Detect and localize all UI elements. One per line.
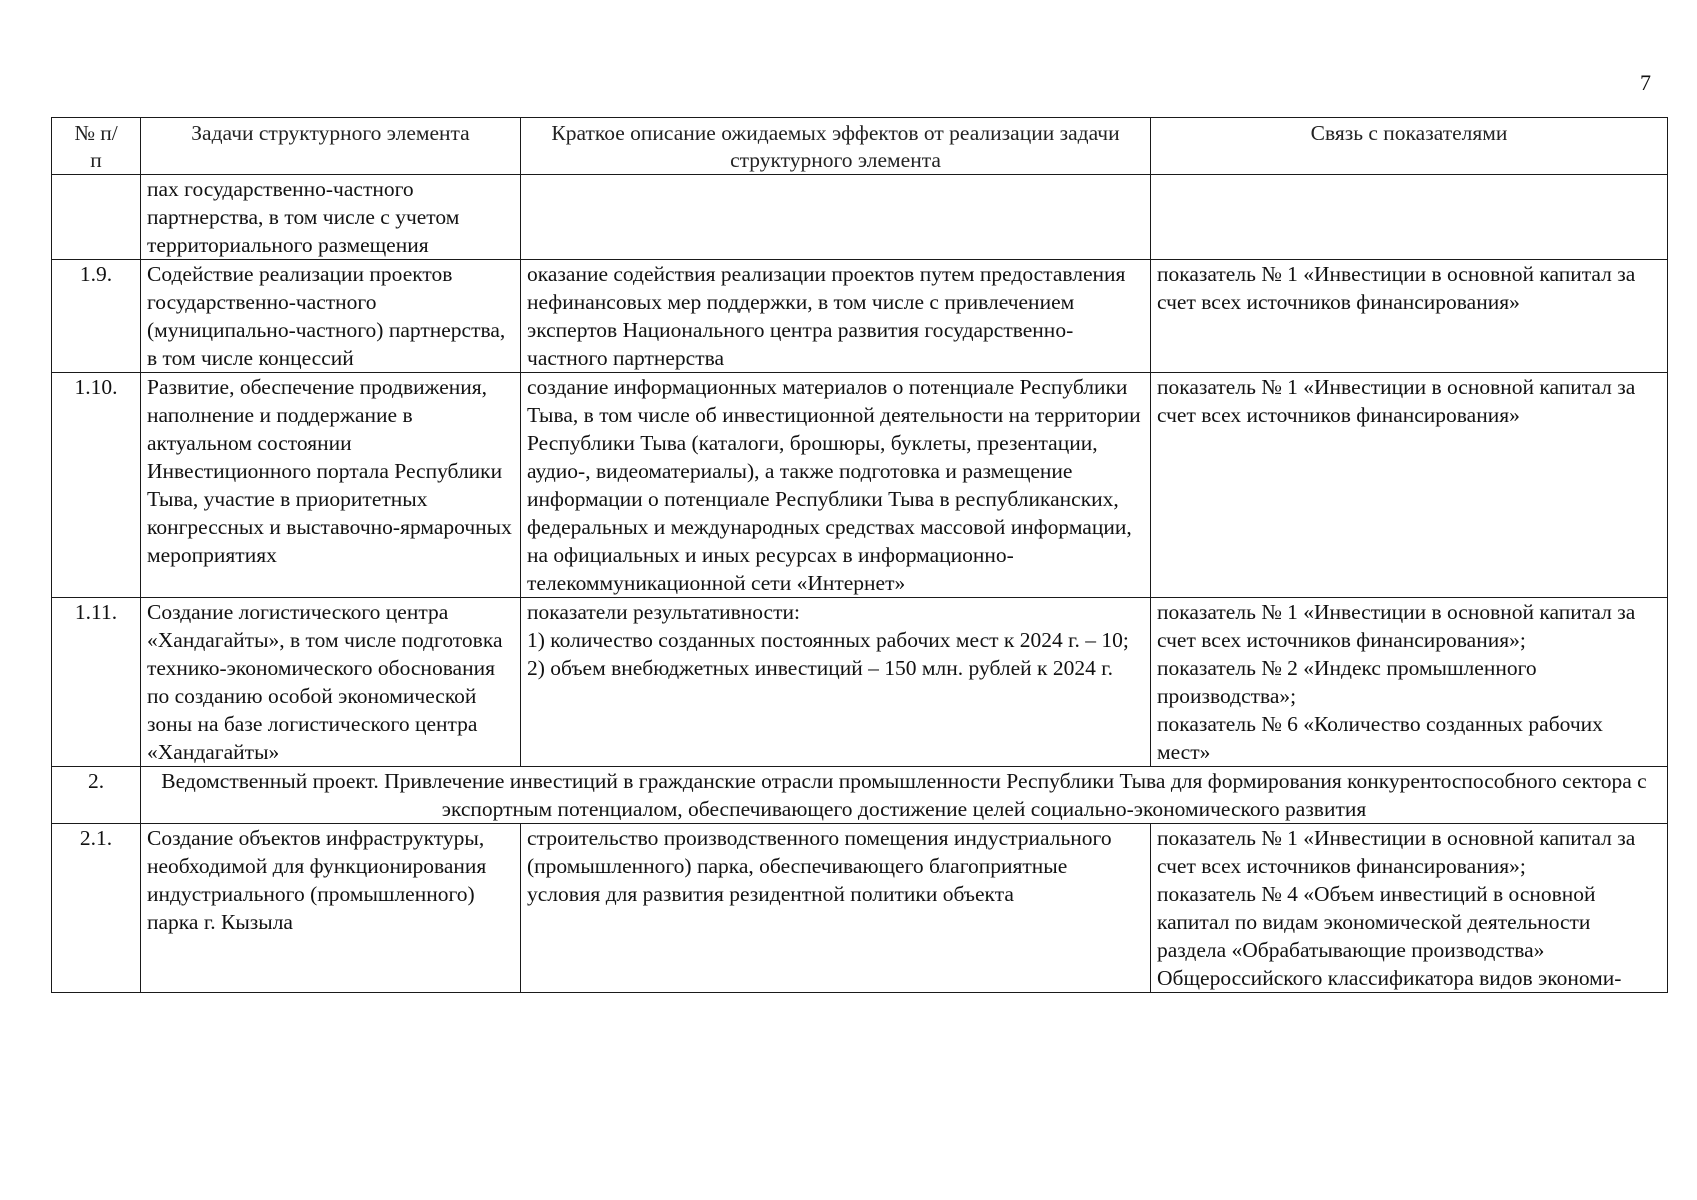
row-effect: оказание содействия реализации проектов путем предоставления нефинансовых мер поддержки, в том числе с привлечением экспертов Национального центра развития государственно-частного партнерства xyxy=(521,260,1151,373)
row-effect: строительство производственного помещения индустриального (промышленного) парка, обеспечивающего благоприятные условия для развития резидентной политики объекта xyxy=(521,824,1151,993)
row-task: Содействие реализации проектов государственно-частного (муниципально-частного) партнерства, в том числе концессий xyxy=(141,260,521,373)
table-row xyxy=(52,260,1668,373)
row-indicator xyxy=(1151,598,1668,767)
indicator-line: показатель № 4 «Объем инвестиций в основной капитал по видам экономической деятельности раздела «Обрабатывающие производства» Общероссийского классификатора видов экономи- xyxy=(1157,882,1622,990)
row-num: 2.1. xyxy=(52,824,141,993)
header-tasks: Задачи структурного элемента xyxy=(141,118,521,175)
table-row xyxy=(52,373,1668,598)
row-task: пах государственно-частного партнерства, в том числе с учетом территориального размещения xyxy=(141,175,521,260)
row-indicator: показатель № 1 «Инвестиции в основной капитал за счет всех источников финансирования» xyxy=(1151,260,1668,373)
structural-elements-table xyxy=(51,117,1668,993)
row-num: 1.11. xyxy=(52,598,141,767)
page-number: 7 xyxy=(1640,70,1651,95)
effect-line: 2) объем внебюджетных инвестиций – 150 млн. рублей к 2024 г. xyxy=(527,656,1113,680)
row-num xyxy=(52,175,141,260)
row-task: Развитие, обеспечение продвижения, наполнение и поддержание в актуальном состоянии Инвестиционного портала Республики Тыва, участие в приоритетных конгрессных и выставочно-ярмарочных мероприятиях xyxy=(141,373,521,598)
table-row xyxy=(52,175,1668,260)
effect-line: показатели результативности: xyxy=(527,600,800,624)
header-num: № п/п xyxy=(52,118,141,175)
indicator-line: показатель № 1 «Инвестиции в основной капитал за счет всех источников финансирования»; xyxy=(1157,826,1636,878)
row-task: Создание логистического центра «Хандагайты», в том числе подготовка технико-экономического обоснования по созданию особой экономической зоны на базе логистического центра «Хандагайты» xyxy=(141,598,521,767)
row-effect xyxy=(521,598,1151,767)
table-row xyxy=(52,824,1668,993)
row-num: 1.9. xyxy=(52,260,141,373)
row-effect xyxy=(521,175,1151,260)
table-row xyxy=(52,598,1668,767)
row-indicator xyxy=(1151,175,1668,260)
row-indicator xyxy=(1151,824,1668,993)
row-num: 2. xyxy=(52,767,141,824)
header-indicators: Связь с показателями xyxy=(1151,118,1668,175)
row-task: Создание объектов инфраструктуры, необходимой для функционирования индустриального (промышленного) парка г. Кызыла xyxy=(141,824,521,993)
table-header-row xyxy=(52,118,1668,175)
header-effects: Краткое описание ожидаемых эффектов от реализации задачи структурного элемента xyxy=(521,118,1151,175)
row-effect: создание информационных материалов о потенциале Республики Тыва, в том числе об инвестиционной деятельности на территории Республики Тыва (каталоги, брошюры, буклеты, презентации, аудио-, видеоматериалы), а также подготовка и размещение информации о потенциале Республики Тыва в республиканских, федеральных и международных средствах массовой информации, на официальных и иных ресурсах в информационно-телекоммуникационной сети «Интернет» xyxy=(521,373,1151,598)
indicator-line: показатель № 2 «Индекс промышленного производства»; xyxy=(1157,656,1537,708)
section-row xyxy=(52,767,1668,824)
section-title: Ведомственный проект. Привлечение инвестиций в гражданские отрасли промышленности Республики Тыва для формирования конкурентоспособного сектора с экспортным потенциалом, обеспечивающего достижение целей социально-экономического развития xyxy=(141,767,1668,824)
row-indicator: показатель № 1 «Инвестиции в основной капитал за счет всех источников финансирования» xyxy=(1151,373,1668,598)
effect-line: 1) количество созданных постоянных рабочих мест к 2024 г. – 10; xyxy=(527,628,1129,652)
indicator-line: показатель № 1 «Инвестиции в основной капитал за счет всех источников финансирования»; xyxy=(1157,600,1636,652)
row-num: 1.10. xyxy=(52,373,141,598)
indicator-line: показатель № 6 «Количество созданных рабочих мест» xyxy=(1157,712,1603,764)
